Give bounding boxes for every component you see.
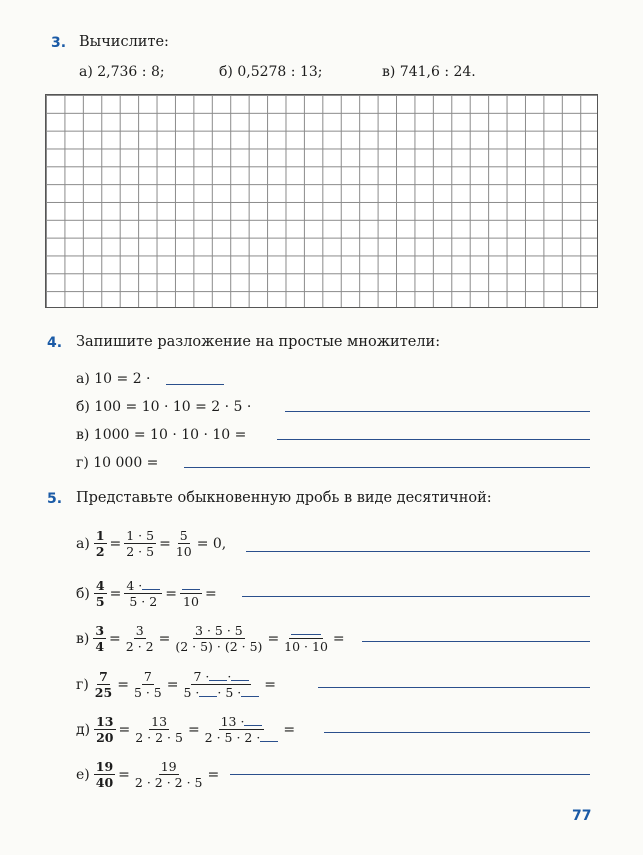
numerator-part: 13 · [220, 714, 245, 729]
numerator: 13 [151, 714, 168, 729]
task-5-row-a: а) $\frac{1}{2}$ = $\frac{1 \cdot 5}{2 \cdot 5}$ = $\frac{5}{10}$ = 0, [76, 528, 227, 559]
task-4-item-d: г) 10 000 = [76, 455, 159, 471]
numerator: 19 [95, 759, 114, 774]
task-5-a-tail: = 0, [196, 535, 227, 552]
denominator: 20 [96, 730, 114, 745]
fraction [93, 669, 114, 700]
task-5-row-e: д) $\frac{13}{20}$ = $\frac{13}{2 \cdot 2 \cdot 5}$ = $\frac{13 \cdot}{2 \cdot 5 \cdot 2 \cdot}$ = [76, 714, 296, 745]
task-5-d-label: г) [76, 676, 89, 693]
task-5-a-label: а) [76, 535, 90, 552]
blank[interactable] [231, 669, 249, 681]
denominator: 4 [95, 639, 105, 654]
task-5-row-d: г) $\frac{7}{25}$ = $\frac{7}{5 \cdot 5}$ = $\frac{7 \cdot \cdot}{5 \cdot \cdot 5 \cdot}$ = [76, 669, 276, 700]
task-5-c-label: в) [76, 630, 90, 647]
task-5-answer-c[interactable] [362, 641, 590, 642]
graph-paper-workspace[interactable] [45, 94, 598, 308]
numerator: 3 · 5 · 5 [195, 623, 243, 638]
numerator: 1 · 5 [126, 528, 155, 543]
numerator: 5 [179, 528, 188, 543]
denominator: 2 · 5 [126, 544, 155, 559]
denominator: 5 · 5 [133, 685, 162, 700]
blank[interactable] [142, 578, 160, 590]
denominator: 5 · 2 [129, 594, 158, 609]
numerator: 4 [95, 578, 105, 593]
task-5-row-b: б) $\frac{4}{5}$ = $\frac{4 \cdot}{5 \cdot 2}$ = 10 = [76, 578, 217, 609]
fraction [124, 623, 156, 654]
blank[interactable] [260, 730, 278, 742]
task-4-number: 4. [47, 335, 63, 351]
task-5-title: Представьте обыкновенную дробь в виде десятичной: [76, 490, 492, 506]
fraction [94, 528, 107, 559]
numerator: 3 [135, 623, 144, 638]
fraction [180, 578, 202, 609]
task-5-answer-e[interactable] [324, 732, 590, 733]
fraction [94, 578, 107, 609]
blank[interactable] [291, 623, 321, 635]
fraction [124, 578, 162, 609]
task-5-answer-d[interactable] [318, 687, 590, 688]
blank[interactable] [241, 685, 259, 697]
task-5-answer-a[interactable] [246, 551, 590, 552]
task-5-f-label: е) [76, 766, 90, 783]
denominator: 40 [95, 775, 114, 790]
task-5-number: 5. [47, 491, 63, 507]
task-4-answer-c[interactable] [277, 439, 590, 440]
fraction [173, 623, 264, 654]
fraction [133, 714, 185, 745]
denominator: 2 [95, 544, 105, 559]
blank[interactable] [199, 685, 217, 697]
numerator-part: 7 · [193, 669, 210, 684]
blank[interactable] [182, 578, 200, 590]
denominator: 2 · 2 [125, 639, 154, 654]
denominator: 10 [175, 544, 192, 559]
numerator-part: · [227, 669, 232, 684]
denominator: 5 [95, 594, 105, 609]
denominator-part: · 5 · [217, 685, 242, 700]
fraction [124, 528, 156, 559]
fraction [182, 669, 262, 700]
fraction [133, 759, 205, 790]
blank[interactable] [209, 669, 227, 681]
task-4-title: Запишите разложение на простые множители: [76, 334, 441, 350]
numerator: 7 [143, 669, 152, 684]
task-3-item-a: а) 2,736 : 8; [79, 64, 165, 80]
numerator: 13 [96, 714, 114, 729]
numerator: 7 [99, 669, 108, 684]
task-4-answer-a[interactable] [166, 384, 224, 385]
task-5-answer-b[interactable] [242, 596, 590, 597]
denominator: 2 · 2 · 2 · 5 [134, 775, 203, 790]
blank[interactable] [244, 714, 262, 726]
denominator: (2 · 5) · (2 · 5) [175, 639, 263, 654]
denominator: 25 [94, 685, 113, 700]
page-number: 77 [572, 808, 592, 824]
task-5-b-label: б) [76, 585, 90, 602]
task-4-item-a: а) 10 = 2 · [76, 371, 151, 387]
numerator: 1 [95, 528, 105, 543]
task-4-item-c: в) 1000 = 10 · 10 · 10 = [76, 427, 247, 443]
task-3-item-b: б) 0,5278 : 13; [219, 64, 323, 80]
task-5-row-c: в) $\frac{3}{4}$ = $\frac{3}{2 \cdot 2}$ = $\frac{3 \cdot 5 \cdot 5}{(2 \cdot 5) \cdot (2 \cdot 5)}$ = 10 · 10 = [76, 623, 345, 654]
numerator: 19 [160, 759, 177, 774]
fraction [93, 623, 106, 654]
fraction [282, 623, 330, 654]
task-5-row-f: е) $\frac{19}{40}$ = $\frac{19}{2 \cdot 2 \cdot 2 \cdot 5}$ = [76, 759, 220, 790]
denominator: 10 [183, 594, 199, 609]
fraction [132, 669, 164, 700]
fraction [174, 528, 194, 559]
task-4-answer-d[interactable] [184, 467, 590, 468]
task-5-answer-f[interactable] [230, 774, 590, 775]
task-4-answer-b[interactable] [285, 411, 590, 412]
task-3-item-c: в) 741,6 : 24. [382, 64, 476, 80]
fraction [94, 714, 115, 745]
fraction [203, 714, 281, 745]
task-4-item-b: б) 100 = 10 · 10 = 2 · 5 · [76, 399, 252, 415]
denominator: 10 · 10 [284, 639, 328, 654]
task-5-e-label: д) [76, 721, 91, 738]
numerator: 4 · [126, 578, 143, 593]
denominator-part: 5 · [183, 685, 200, 700]
denominator-part: 2 · 5 · 2 · [204, 730, 261, 745]
numerator: 3 [95, 623, 105, 638]
fraction [94, 759, 115, 790]
task-3-title: Вычислите: [79, 34, 169, 50]
denominator: 2 · 2 · 5 [135, 730, 183, 745]
task-3-number: 3. [51, 35, 67, 51]
